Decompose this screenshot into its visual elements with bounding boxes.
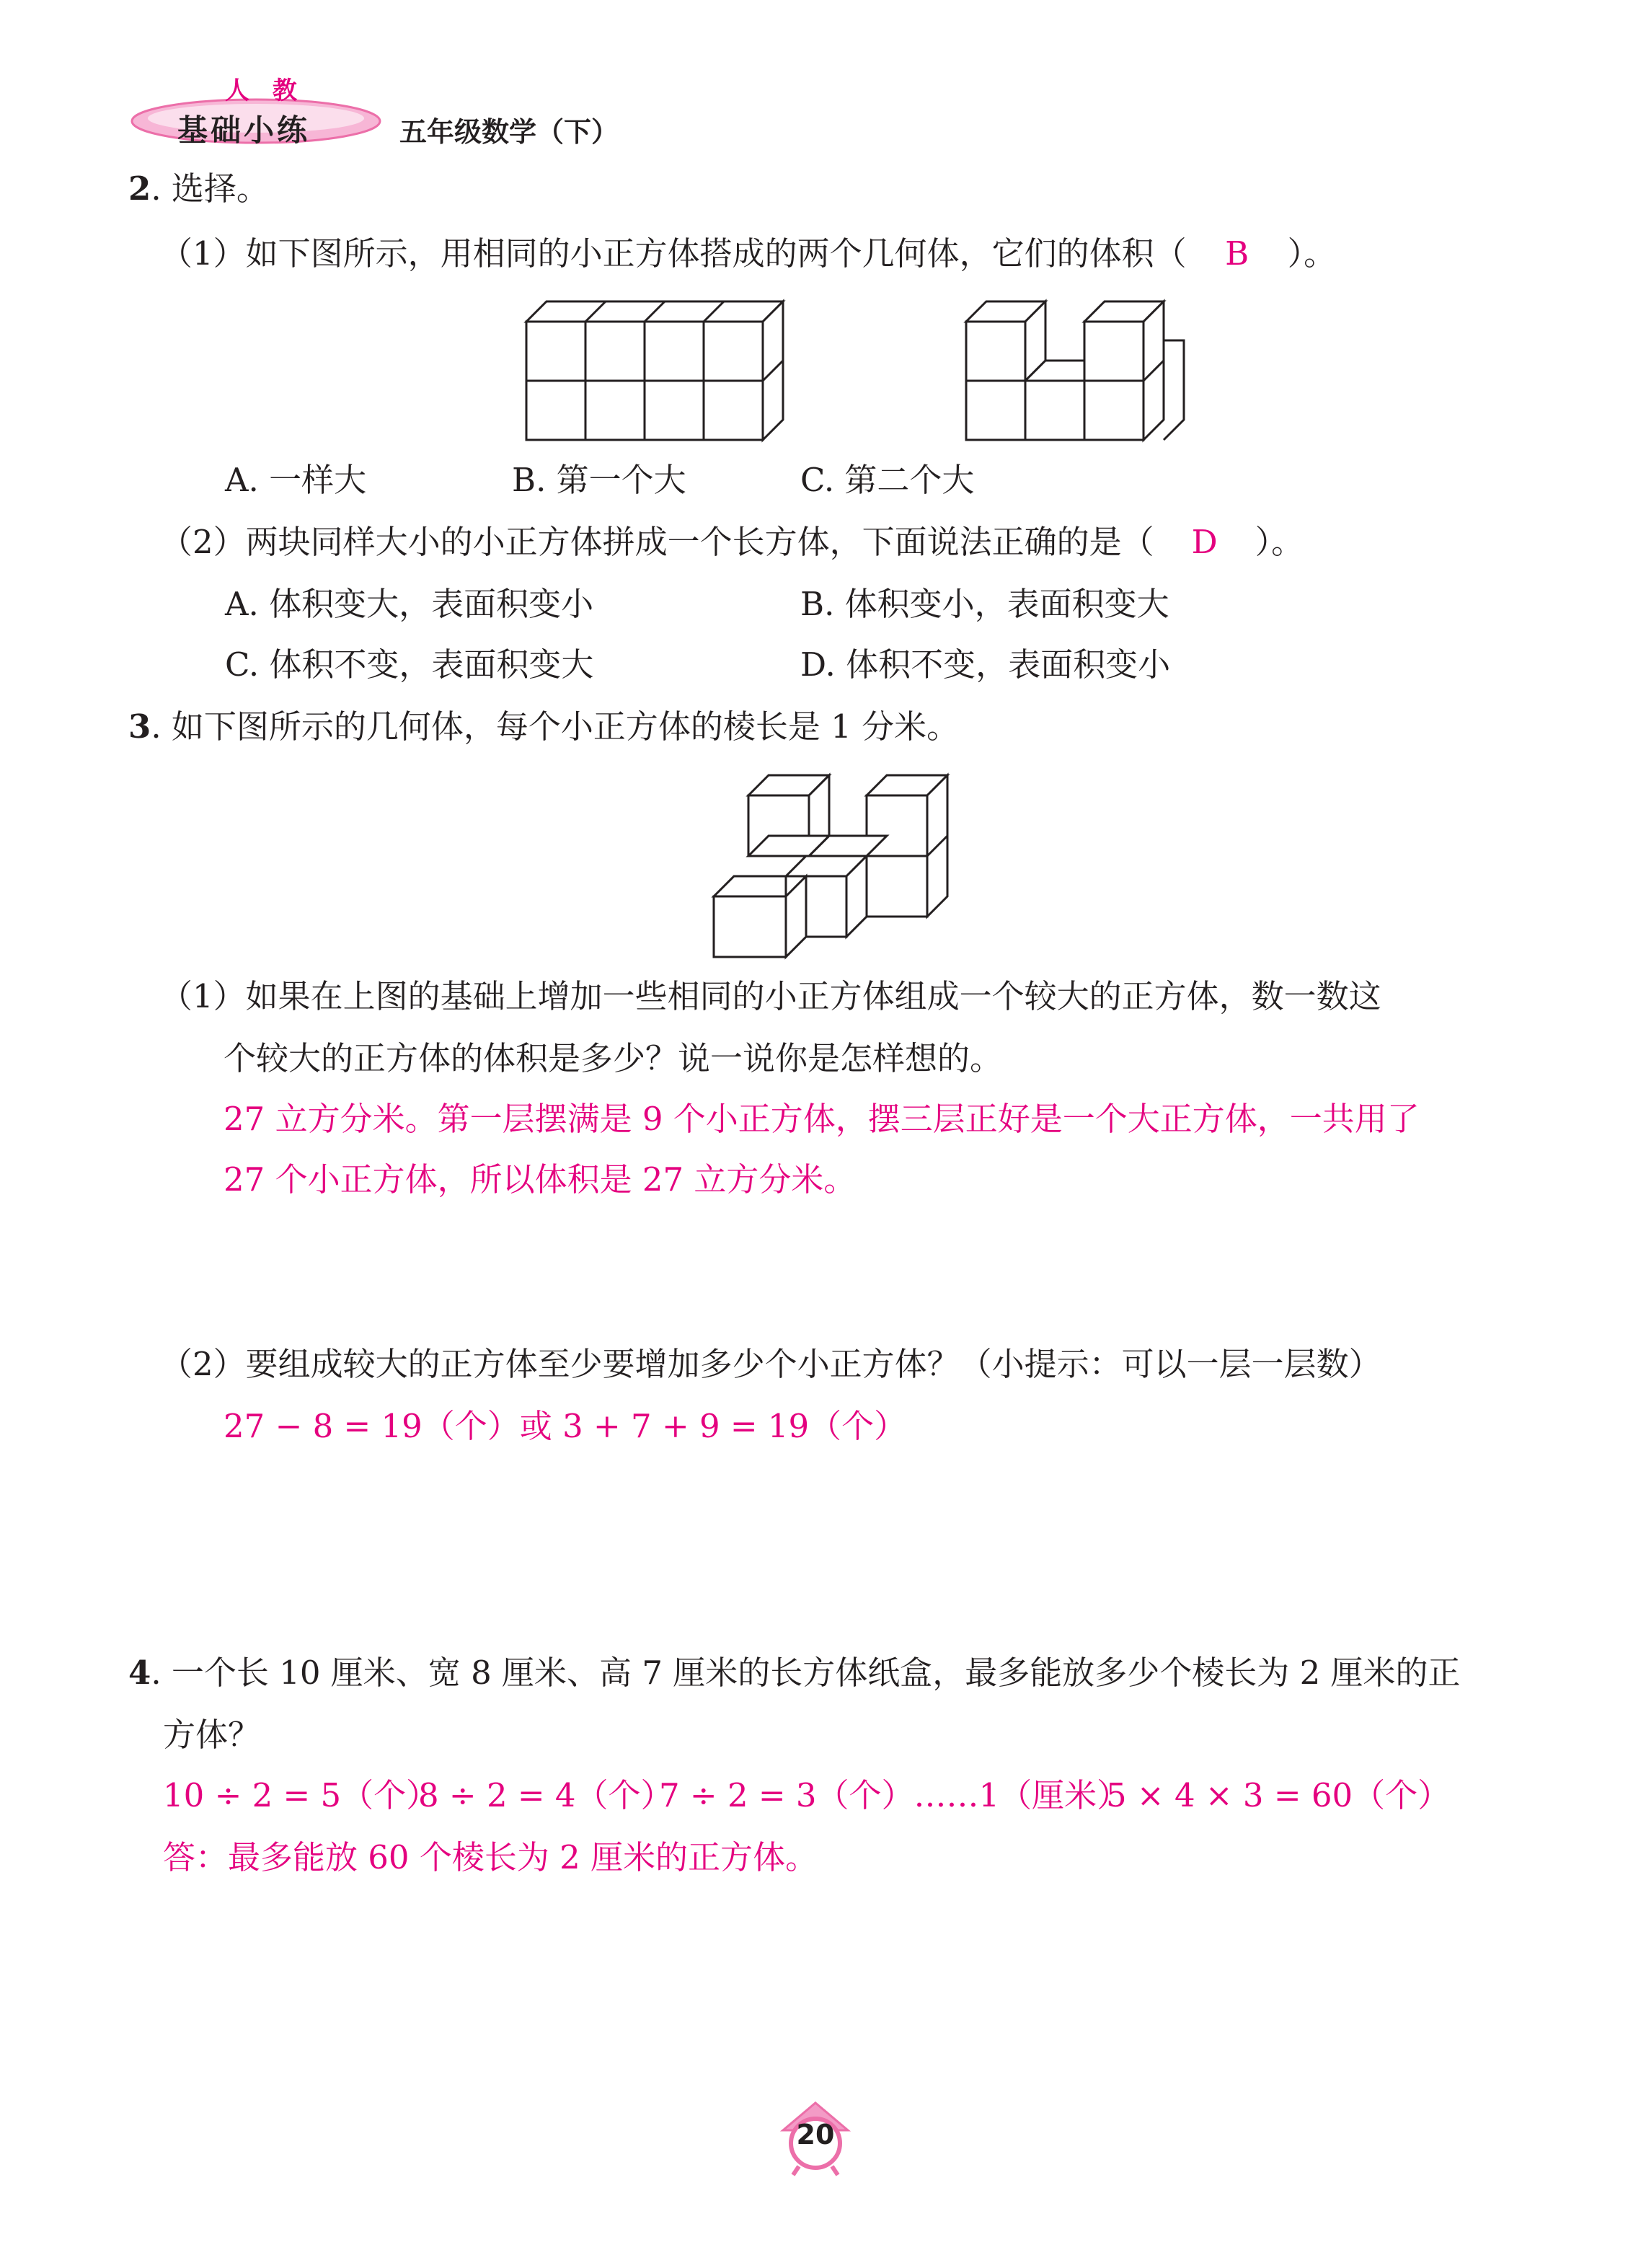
q2-sub2-stem-a: （2）两块同样大小的小正方体拼成一个长方体，下面说法正确的是（ xyxy=(160,523,1154,561)
q2-sub1-option-a: A. 一样大 xyxy=(225,461,367,499)
q4-line1 xyxy=(128,1651,1461,1695)
q3-number: 3 xyxy=(128,707,151,746)
q3-heading xyxy=(128,705,959,749)
q2-sub1-answer: B xyxy=(1225,234,1249,273)
q3-sub1-line1: （1）如果在上图的基础上增加一些相同的小正方体组成一个较大的正方体，数一数这 xyxy=(160,977,1381,1015)
book-title: 五年级数学（下） xyxy=(399,116,619,148)
q3-sub1-line2: 个较大的正方体的体积是多少？说一说你是怎样想的。 xyxy=(224,1039,1003,1077)
q2-sub2-option-c: C. 体积不变，表面积变大 xyxy=(225,645,594,684)
q4-number: 4 xyxy=(128,1654,151,1692)
q4-text-line1: . 一个长 10 厘米、宽 8 厘米、高 7 厘米的长方体纸盒，最多能放多少个棱长为 2 厘米的正 xyxy=(151,1654,1461,1692)
q2-figure-block-a xyxy=(519,296,793,447)
q3-sub2-answer: 27 − 8 = 19（个）或 3 + 7 + 9 = 19（个） xyxy=(224,1407,907,1445)
q4-answer-calc-2: 8 ÷ 2 = 4（个） xyxy=(418,1776,673,1814)
brand-publisher: 人 教 xyxy=(225,76,304,105)
q4-answer-calc-1: 10 ÷ 2 = 5（个） xyxy=(163,1776,439,1814)
q3-sub1-answer-line1: 27 立方分米。第一层摆满是 9 个小正方体，摆三层正好是一个大正方体，一共用了 xyxy=(224,1100,1420,1138)
q2-sub2-option-b: B. 体积变小，表面积变大 xyxy=(800,585,1169,623)
page-number: 20 xyxy=(796,2119,835,2150)
q3-figure-solid xyxy=(699,768,959,963)
q2-heading xyxy=(128,167,269,211)
q2-sub2-stem xyxy=(160,521,1304,564)
q4-answer-calc-4: 5 × 4 × 3 = 60（个） xyxy=(1106,1776,1451,1814)
q3-title: . 如下图所示的几何体，每个小正方体的棱长是 1 分米。 xyxy=(151,707,960,746)
q2-sub2-answer: D xyxy=(1191,523,1218,561)
q3-sub1-answer-line2: 27 个小正方体，所以体积是 27 立方分米。 xyxy=(224,1160,857,1199)
brand-series: 基础小练 xyxy=(177,112,311,148)
q2-sub2-option-a: A. 体积变大，表面积变小 xyxy=(225,585,594,623)
q2-sub1-option-b: B. 第一个大 xyxy=(512,461,686,499)
q2-sub1-stem-b: ）。 xyxy=(1287,234,1337,273)
q4-answer-final: 答：最多能放 60 个棱长为 2 厘米的正方体。 xyxy=(163,1838,818,1876)
q2-sub1-option-c: C. 第二个大 xyxy=(800,461,975,499)
q2-sub2-stem-b: ）。 xyxy=(1255,523,1304,561)
q4-answer-calc-3: 7 ÷ 2 = 3（个）……1（厘米） xyxy=(659,1776,1130,1814)
q2-sub2-option-d: D. 体积不变，表面积变小 xyxy=(800,645,1171,684)
q2-number: 2 xyxy=(128,169,151,208)
q2-figure-block-b xyxy=(959,296,1197,447)
q2-sub1-stem xyxy=(160,232,1336,275)
q2-title: . 选择。 xyxy=(151,169,269,208)
q2-sub1-stem-a: （1）如下图所示，用相同的小正方体搭成的两个几何体，它们的体积（ xyxy=(160,234,1187,273)
q4-line2: 方体？ xyxy=(163,1716,261,1754)
q3-sub2-line1: （2）要组成较大的正方体至少要增加多少个小正方体？（小提示：可以一层一层数） xyxy=(160,1345,1381,1383)
